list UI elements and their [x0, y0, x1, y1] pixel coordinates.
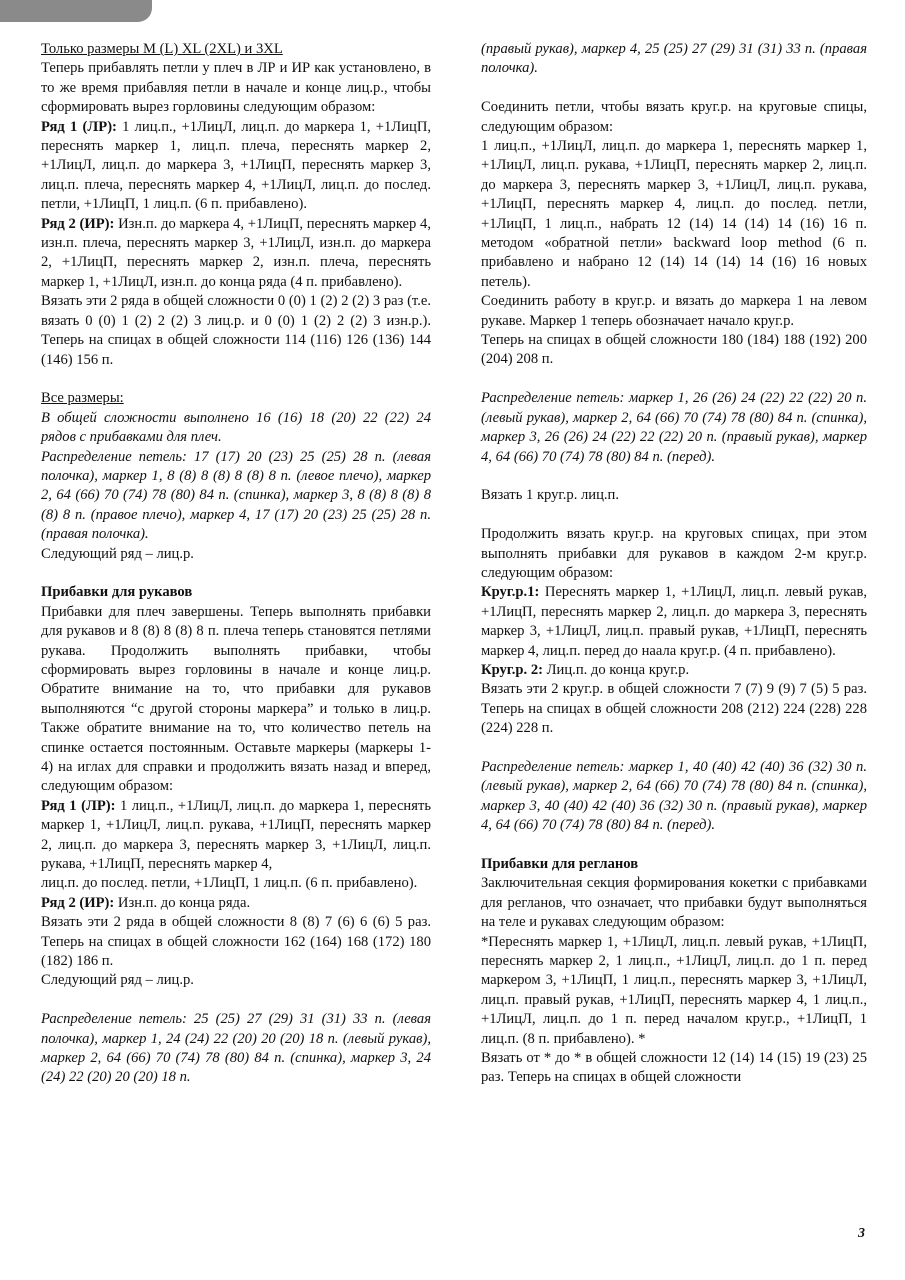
round-label: Круг.р. 2: — [481, 661, 544, 678]
left-column — [41, 40, 431, 1088]
paragraph: Соединить петли, чтобы вязать круг.р. на круговые спицы, следующим образом: — [481, 99, 867, 135]
round-label: Круг.р.1: — [481, 584, 540, 601]
paragraph: Теперь прибавлять петли у плеч в ЛР и ИР как установлено, в то же время прибавляя петли в начале и конце лиц.р., чтобы сформировать вырез горловины следующим образом: — [41, 60, 431, 116]
row-label: Ряд 1 (ЛР): — [41, 797, 116, 814]
paragraph: Заключительная секция формирования кокетки с прибавками для регланов, что означает, что прибавки будут выполняться на теле и рукавах следующим образом: — [481, 875, 867, 931]
stitch-distribution: (правый рукав), маркер 4, 25 (25) 27 (29) 31 (31) 33 п. (правая полочка). — [481, 41, 867, 77]
row-label: Ряд 1 (ЛР): — [41, 118, 117, 135]
row-instruction — [41, 118, 431, 215]
italic-note: В общей сложности выполнено 16 (16) 18 (20) 22 (22) 24 рядов с прибавками для плеч. — [41, 409, 431, 446]
round-text: Переснять маркер 1, +1ЛицЛ, лиц.п. левый рукав, +1ЛицП, переснять маркер 2, лиц.п. до маркера 3, переснять маркер 3, +1ЛицЛ, лиц.п. правый рукав, +1ЛицП, переснять маркер 4, лиц.п. перед до наала круг.р. (4 п. прибавлено). — [481, 584, 867, 659]
paragraph: 1 лиц.п., +1ЛицЛ, лиц.п. до маркера 1, переснять маркер 1, +1ЛицЛ, лиц.п. рукава, +1ЛицП, переснять маркер 2, лиц.п. до маркера 3, переснять маркер 3, +1ЛицЛ, лиц.п. рукава, +1ЛицП, переснять маркер 4, лиц.п. до послед. петли, +1ЛицП, 1 лиц.п., набрать 12 (14) 14 (14) 14 (16) 16 п. методом «обратной петли» backward loop method (6 п. прибавлено и набрано 12 (14) 14 (14) 14 (16) 16 новых петель). — [481, 138, 867, 290]
round-instruction — [481, 583, 867, 661]
row-instruction — [41, 215, 431, 293]
paragraph: Вязать эти 2 ряда в общей сложности 8 (8) 7 (6) 6 (6) 5 раз. Теперь на спицах в общей сложности 162 (164) 168 (172) 180 (182) 186 п. — [41, 914, 431, 970]
row-instruction — [41, 894, 431, 913]
round-instruction — [481, 661, 867, 680]
right-column — [481, 40, 867, 1088]
paragraph: Вязать эти 2 ряда в общей сложности 0 (0) 1 (2) 2 (2) 3 раз (т.е. вязать 0 (0) 1 (2) 2 (2) 3 лиц.р. и 0 (0) 1 (2) 2 (2) 3 изн.р.). Теперь на спицах в общей сложности 114 (116) 126 (136) 144 (146) 156 п. — [41, 293, 431, 368]
stitch-distribution: Распределение петель: маркер 1, 40 (40) 42 (40) 36 (32) 30 п. (левый рукав), маркер 2, 64 (66) 70 (74) 78 (80) 84 п. (спинка), маркер 3, 40 (40) 42 (40) 36 (32) 30 п. (правый рукав), маркер 4, 64 (66) 70 (74) 78 (80) 84 п. (перед). — [481, 758, 867, 834]
row-text: 1 лиц.п., +1ЛицЛ, лиц.п. до маркера 1, +1ЛицП, переснять маркер 1, лиц.п. плеча, переснять маркер 2, +1ЛицЛ, лиц.п. до маркера 3, +1ЛицП, переснять маркер 3, лиц.п. плеча, переснять маркер 4, +1ЛицЛ, лиц.п. до послед. петли, +1ЛицП, 1 лиц.п. (6 п. прибавлено). — [41, 118, 432, 213]
header-tab — [0, 0, 152, 22]
stitch-distribution: Распределение петель: маркер 1, 26 (26) 24 (22) 22 (22) 20 п. (левый рукав), маркер 2, 64 (66) 70 (74) 78 (80) 84 п. (спинка), маркер 3, 26 (26) 24 (22) 22 (22) 20 п. (правый рукав), маркер 4, 64 (66) 70 (74) 78 (80) 84 п. (перед). — [481, 390, 867, 465]
paragraph: Вязать эти 2 круг.р. в общей сложности 7 (7) 9 (9) 7 (5) 5 раз. Теперь на спицах в общей сложности 208 (212) 224 (228) 228 (224) 228 п. — [481, 681, 867, 737]
paragraph: Прибавки для плеч завершены. Теперь выполнять прибавки для рукавов и 8 (8) 8 (8) 8 п. плеча теперь становятся петлями рукава. Продолжить выполнять прибавки, чтобы сформировать вырез горловины в начале и конце лиц.р. Обратите внимание на то, что прибавки для рукавов выполняются “с другой стороны маркера” и только в лиц.р. Также обратите внимание на то, что количество петель на спинке остается постоянным. Оставьте маркеры (маркеры 1-4) на иглах для справки и продолжить вязать назад и вперед, следующим образом: — [41, 603, 431, 795]
section-heading: Прибавки для регланов — [481, 855, 639, 872]
row-text: Изн.п. до конца ряда. — [114, 894, 251, 911]
paragraph: Продолжить вязать круг.р. на круговых спицах, при этом выполнять прибавки для рукавов в каждом 2-м круг.р. следующим образом: — [481, 526, 867, 581]
section-heading: Все размеры: — [41, 390, 124, 407]
paragraph: Следующий ряд – лиц.р. — [41, 972, 194, 989]
paragraph: Вязать от * до * в общей сложности 12 (14) 14 (15) 19 (23) 25 раз. Теперь на спицах в общей сложности — [481, 1050, 867, 1086]
paragraph: лиц.п. до послед. петли, +1ЛицП, 1 лиц.п. (6 п. прибавлено). — [41, 875, 418, 892]
round-text: Лиц.п. до конца круг.р. — [543, 661, 690, 678]
paragraph: *Переснять маркер 1, +1ЛицЛ, лиц.п. левый рукав, +1ЛицП, переснять маркер 2, 1 лиц.п., +1ЛицЛ, лиц.п. до 1 п. перед маркером 3, +1ЛицП, 1 лиц.п., переснять маркер 3, +1ЛицЛ, лиц.п. правый рукав, +1ЛицП, переснять маркер 4, 1 лиц.п., +1ЛицЛ, лиц.п. до 1 п. перед началом круг.р., +1ЛицП, 1 лиц.п. (8 п. прибавлено). * — [481, 933, 867, 1047]
row-label: Ряд 2 (ИР): — [41, 215, 115, 232]
stitch-distribution: Распределение петель: 17 (17) 20 (23) 25 (25) 28 п. (левая полочка), маркер 1, 8 (8) 8 (8) 8 (8) 8 п. (левое плечо), маркер 2, 64 (66) 70 (74) 78 (80) 84 п. (спинка), маркер 3, 8 (8) 8 (8) 8 (8) 8 п. (правое плечо), маркер 4, 17 (17) 20 (23) 25 (25) 28 п. (правая полочка). — [41, 448, 431, 543]
paragraph: Теперь на спицах в общей сложности 180 (184) 188 (192) 200 (204) 208 п. — [481, 332, 867, 368]
row-instruction — [41, 797, 431, 875]
stitch-distribution: Распределение петель: 25 (25) 27 (29) 31 (31) 33 п. (левая полочка), маркер 1, 24 (24) 22 (20) 20 (20) 18 п. (левый рукав), маркер 2, 64 (66) 70 (74) 78 (80) 84 п. (спинка), маркер 3, 24 (24) 22 (20) 20 (20) 18 п. — [41, 1011, 431, 1086]
paragraph: Соединить работу в круг.р. и вязать до маркера 1 на левом рукаве. Маркер 1 теперь обозначает начало круг.р. — [481, 293, 867, 329]
page-number: 3 — [858, 1226, 865, 1241]
row-label: Ряд 2 (ИР): — [41, 894, 115, 911]
section-heading: Прибавки для рукавов — [41, 584, 193, 601]
paragraph: Следующий ряд – лиц.р. — [41, 545, 194, 562]
row-text: Изн.п. до маркера 4, +1ЛицП, переснять маркер 4, изн.п. плеча, переснять маркер 3, +1ЛицЛ, изн.п. до маркера 2, +1ЛицП, переснять маркер 2, изн.п. плеча, переснять маркер 1, +1ЛицЛ, изн.п. до конца ряда (4 п. прибавлено). — [41, 215, 431, 290]
paragraph: Вязать 1 круг.р. лиц.п. — [481, 487, 620, 504]
row-text: 1 лиц.п., +1ЛицЛ, лиц.п. до маркера 1, переснять маркер 1, +1ЛицЛ, лиц.п. рукава, +1ЛицП, переснять маркер 2, лиц.п. до маркера 3, переснять маркер 3, +1ЛицЛ, лиц.п. рукава, +1ЛицП, переснять маркер 4, — [41, 797, 431, 873]
section-heading: Только размеры M (L) XL (2XL) и 3XL — [41, 41, 283, 57]
